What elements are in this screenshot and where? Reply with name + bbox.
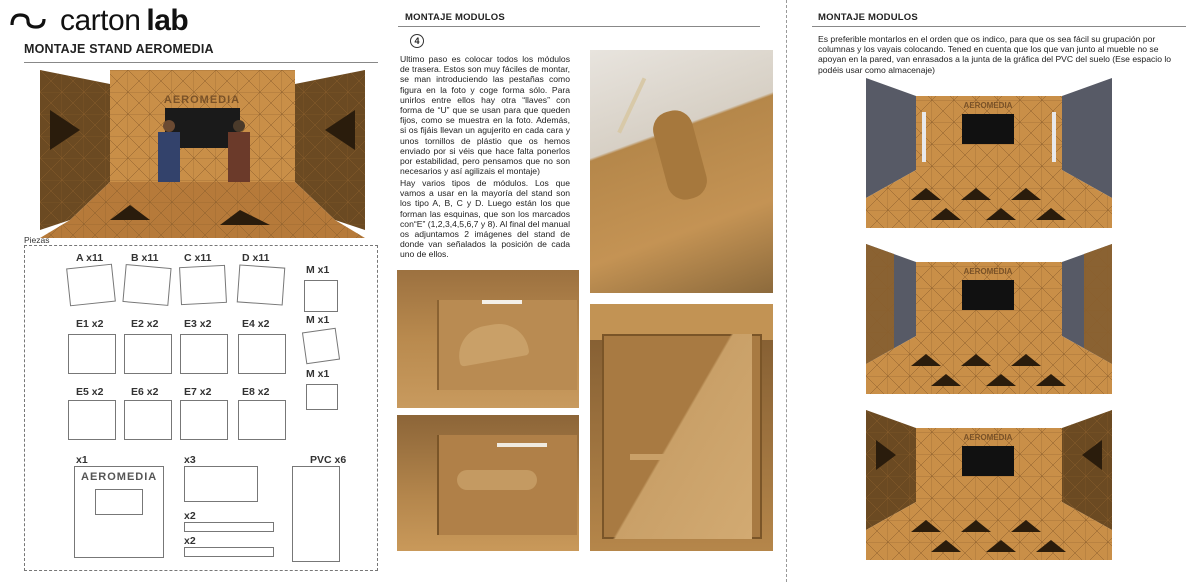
logo-text-bold: lab (146, 4, 189, 37)
stand-render-step-1 (866, 78, 1112, 228)
stand-sign-text: AEROMEDIA (963, 101, 1013, 110)
piece-a-shape (66, 264, 116, 307)
piece-e2-shape (124, 334, 172, 374)
sign-panel-shape (74, 466, 164, 558)
piece-m-shape (304, 280, 338, 312)
piece-label: E4 x2 (242, 318, 270, 330)
page-title-left: MONTAJE STAND AEROMEDIA (24, 42, 214, 56)
cartonlab-logo-icon (10, 11, 54, 31)
piece-e4-shape (238, 334, 286, 374)
stand-sign-text: AEROMEDIA (963, 433, 1013, 442)
sign-panel-text: AEROMEDIA (81, 471, 158, 483)
piece-label: D x11 (242, 252, 270, 264)
piece-label: E8 x2 (242, 386, 270, 398)
pieces-grid (66, 252, 356, 442)
piece-e6-shape (124, 400, 172, 440)
stand-sign-text: AEROMEDIA (163, 94, 241, 106)
cartonlab-logo (10, 4, 188, 38)
right-paragraph: Es preferible montarlos en el orden que os indico, para que os sea fácil su grupación por columnas y los vayais colocando. Tened en cuenta que los que van junto al mueble no se apoyan en la pared, van enrasados a la junta de la gráfica del PVC del suelo (Ese espacio lo podéis usar como almacenaje) (818, 34, 1172, 75)
piece-label: M x1 (306, 264, 330, 276)
piece-label: C x11 (184, 252, 212, 264)
piece-label: E5 x2 (76, 386, 104, 398)
piece-d-shape (237, 264, 286, 305)
piece-label: E2 x2 (131, 318, 159, 330)
photo-module-open (397, 415, 579, 551)
piece-label: x1 (76, 454, 88, 466)
piece-m-shape (306, 384, 338, 410)
step-number: 4 (410, 34, 424, 48)
piece-label: PVC x6 (310, 454, 347, 466)
piece-label: M x1 (306, 368, 330, 380)
logo-text-light: carton (60, 4, 141, 37)
stand-render-step-2 (866, 244, 1112, 394)
piece-label: x2 (184, 510, 196, 522)
pvc-panel-shape (292, 466, 340, 562)
piece-e5-shape (68, 400, 116, 440)
piece-label: A x11 (76, 252, 104, 264)
piece-e3-shape (180, 334, 228, 374)
page-separator (786, 0, 787, 582)
piece-label: x3 (184, 454, 196, 466)
strip-piece-shape (184, 522, 274, 532)
shelf-piece-shape (184, 466, 258, 502)
strip-piece-shape (184, 547, 274, 557)
piece-label: M x1 (306, 314, 330, 326)
title-rule-middle (398, 26, 760, 27)
piece-label: E1 x2 (76, 318, 104, 330)
middle-paragraph-2: Hay varios tipos de módulos. Los que vamos a usar en la mayoría del stand son los tipo A, B, C y D. Luego están los que forman las esquinas, que son los marcados con“E” (1,2,3,4,5,6,7 y 8). Al final del manual os adjuntamos 2 imágenes del stand de donde van señalados la posición de cada uno de ellos. (400, 178, 570, 260)
title-rule-right (812, 26, 1186, 27)
piece-label: E6 x2 (131, 386, 159, 398)
middle-paragraph-1: Ultimo paso es colocar todos los módulos de trasera. Estos son muy fáciles de montar, se man introduciendo las pestañas como figura en la foto y coge forma sólo. Para unirlos entre ellos hay otra “llaves” con forma de “U” que se usan para que queden fijos, como se muestra en la foto. Además, si os fijáis llevan un agujerito en cada cara y unos tornillos de plástio que os hemos enviado por si véis que hace falta ponerlos por estabilidad, pero pensamos que no son necesarios y así agilizais el montaje) (400, 54, 570, 177)
page-title-right: MONTAJE MODULOS (818, 12, 918, 23)
piece-label: E7 x2 (184, 386, 212, 398)
stand-render (40, 70, 365, 238)
page-title-middle: MONTAJE MODULOS (405, 12, 505, 23)
stand-sign-text: AEROMEDIA (963, 267, 1013, 276)
piece-e8-shape (238, 400, 286, 440)
piece-label: B x11 (131, 252, 159, 264)
piece-e7-shape (180, 400, 228, 440)
sign-panel-window (95, 489, 143, 515)
stand-render-step-3 (866, 410, 1112, 560)
piece-b-shape (122, 264, 171, 306)
piece-e1-shape (68, 334, 116, 374)
piezas-label: Piezas (24, 235, 50, 245)
title-rule-left (24, 62, 378, 63)
piece-c-shape (179, 265, 227, 305)
photo-module-shelf (590, 304, 773, 551)
piece-m-shape (302, 328, 340, 364)
photo-u-key (590, 50, 773, 293)
piece-label: E3 x2 (184, 318, 212, 330)
piece-label: x2 (184, 535, 196, 547)
photo-tab-insert (397, 270, 579, 408)
